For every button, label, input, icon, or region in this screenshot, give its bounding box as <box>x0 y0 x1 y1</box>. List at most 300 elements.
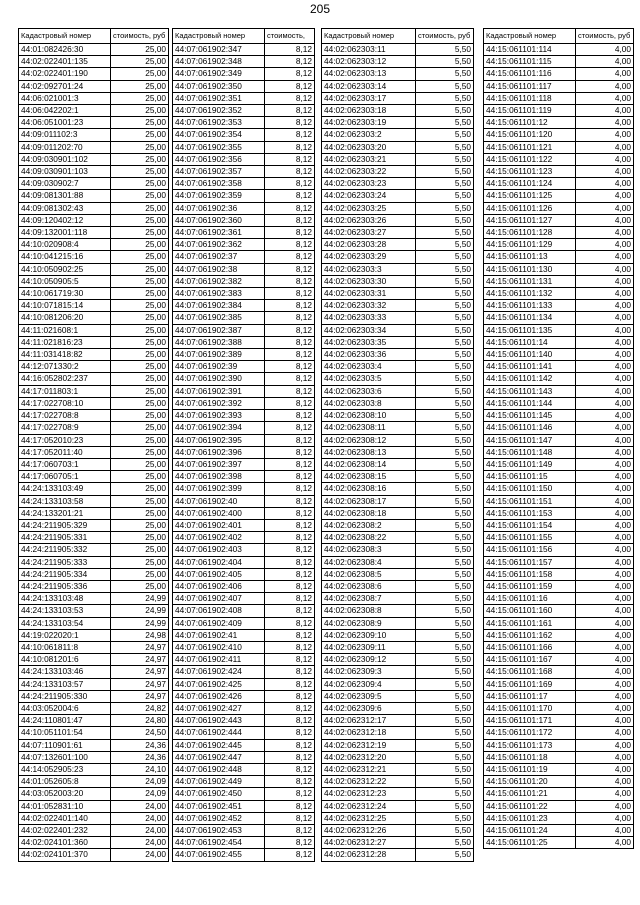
table-row <box>19 300 169 312</box>
cadastral-number-cell: 44:15:061101:123 <box>484 166 576 178</box>
cost-cell: 8,12 <box>265 568 315 580</box>
cost-cell: 25,00 <box>111 544 169 556</box>
cost-cell: 8,12 <box>265 605 315 617</box>
table-row <box>322 251 474 263</box>
cost-cell: 5,50 <box>416 80 474 92</box>
table-row <box>322 825 474 837</box>
table-row <box>19 361 169 373</box>
table-row <box>19 422 169 434</box>
cadastral-number-cell: 44:02:062308:7 <box>322 593 416 605</box>
table-row <box>19 105 169 117</box>
table-row <box>173 117 315 129</box>
table-row <box>322 812 474 824</box>
cost-cell: 25,00 <box>111 251 169 263</box>
cost-cell: 24,99 <box>111 605 169 617</box>
table-row <box>173 44 315 56</box>
cadastral-number-cell: 44:24:133103:49 <box>19 483 111 495</box>
cost-cell: 25,00 <box>111 68 169 80</box>
cost-cell: 8,12 <box>265 227 315 239</box>
table-row <box>322 568 474 580</box>
table-row <box>484 190 634 202</box>
cost-cell: 4,00 <box>576 202 634 214</box>
cadastral-number-cell: 44:15:061101:167 <box>484 654 576 666</box>
cadastral-number-cell: 44:07:061902:362 <box>173 239 265 251</box>
table-row <box>484 495 634 507</box>
cadastral-number-cell: 44:07:061902:406 <box>173 580 265 592</box>
table-row <box>484 532 634 544</box>
cost-cell: 8,12 <box>265 471 315 483</box>
cost-cell: 8,12 <box>265 141 315 153</box>
table-row <box>322 178 474 190</box>
cadastral-number-cell: 44:07:061902:399 <box>173 483 265 495</box>
cost-cell: 5,50 <box>416 495 474 507</box>
table-row <box>173 446 315 458</box>
cost-cell: 24,00 <box>111 837 169 849</box>
cadastral-number-cell: 44:02:062303:23 <box>322 178 416 190</box>
table-row <box>484 397 634 409</box>
table-row <box>19 495 169 507</box>
table-row <box>322 837 474 849</box>
column-header-cost: стоимость, руб <box>416 29 474 44</box>
cadastral-number-cell: 44:02:062308:14 <box>322 458 416 470</box>
cadastral-number-cell: 44:07:061902:448 <box>173 763 265 775</box>
column-header-cadastral-number: Кадастровый номер <box>484 29 576 44</box>
cadastral-number-cell: 44:07:061902:453 <box>173 825 265 837</box>
table-row <box>484 825 634 837</box>
table-row <box>19 666 169 678</box>
table-row <box>19 617 169 629</box>
table-row <box>19 275 169 287</box>
cost-cell: 25,00 <box>111 532 169 544</box>
table-row <box>19 544 169 556</box>
cost-cell: 4,00 <box>576 166 634 178</box>
table-row <box>19 312 169 324</box>
cadastral-number-cell: 44:17:022708:8 <box>19 410 111 422</box>
cadastral-number-cell: 44:15:061101:13 <box>484 251 576 263</box>
table-row <box>322 458 474 470</box>
table-row <box>322 641 474 653</box>
cadastral-number-cell: 44:15:061101:145 <box>484 410 576 422</box>
cadastral-number-cell: 44:07:061902:361 <box>173 227 265 239</box>
table-row <box>322 68 474 80</box>
table-row <box>19 410 169 422</box>
table-row <box>173 825 315 837</box>
cost-cell: 4,00 <box>576 300 634 312</box>
cadastral-number-cell: 44:02:062303:17 <box>322 92 416 104</box>
cost-cell: 5,50 <box>416 507 474 519</box>
cadastral-number-cell: 44:06:051001:23 <box>19 117 111 129</box>
cadastral-number-cell: 44:07:061902:401 <box>173 519 265 531</box>
cadastral-number-cell: 44:07:061902:38 <box>173 263 265 275</box>
cost-cell: 8,12 <box>265 532 315 544</box>
cost-cell: 8,12 <box>265 117 315 129</box>
table-row <box>173 837 315 849</box>
cost-cell: 8,12 <box>265 825 315 837</box>
cadastral-table-2 <box>172 28 315 862</box>
cost-cell: 4,00 <box>576 800 634 812</box>
cadastral-number-cell: 44:02:062309:6 <box>322 702 416 714</box>
page-number: 205 <box>309 2 331 16</box>
table-row <box>173 519 315 531</box>
table-row <box>173 434 315 446</box>
table-row <box>19 251 169 263</box>
cost-cell: 4,00 <box>576 812 634 824</box>
cost-cell: 5,50 <box>416 605 474 617</box>
cadastral-number-cell: 44:15:061101:21 <box>484 788 576 800</box>
cost-cell: 5,50 <box>416 617 474 629</box>
cost-cell: 5,50 <box>416 190 474 202</box>
cadastral-number-cell: 44:07:061902:449 <box>173 776 265 788</box>
cadastral-number-cell: 44:02:092701:24 <box>19 80 111 92</box>
cost-cell: 5,50 <box>416 275 474 287</box>
cost-cell: 5,50 <box>416 92 474 104</box>
cost-cell: 5,50 <box>416 153 474 165</box>
cadastral-number-cell: 44:15:061101:24 <box>484 825 576 837</box>
cost-cell: 8,12 <box>265 239 315 251</box>
table-row <box>173 300 315 312</box>
cost-cell: 25,00 <box>111 166 169 178</box>
cadastral-number-cell: 44:10:061811:8 <box>19 641 111 653</box>
cadastral-number-cell: 44:02:062312:24 <box>322 800 416 812</box>
cost-cell: 8,12 <box>265 654 315 666</box>
table-row <box>19 153 169 165</box>
table-row <box>484 80 634 92</box>
cost-cell: 4,00 <box>576 458 634 470</box>
table-row <box>484 44 634 56</box>
table-row <box>322 324 474 336</box>
column-header-cadastral-number: Кадастровый номер <box>19 29 111 44</box>
cadastral-number-cell: 44:06:042202:1 <box>19 105 111 117</box>
cost-cell: 8,12 <box>265 666 315 678</box>
cadastral-number-cell: 44:02:062303:36 <box>322 349 416 361</box>
table-row <box>173 178 315 190</box>
table-row <box>19 288 169 300</box>
cadastral-number-cell: 44:02:062308:17 <box>322 495 416 507</box>
cadastral-number-cell: 44:07:061902:404 <box>173 556 265 568</box>
table-row <box>484 593 634 605</box>
cadastral-number-cell: 44:07:061902:357 <box>173 166 265 178</box>
cost-cell: 5,50 <box>416 519 474 531</box>
cadastral-number-cell: 44:02:062309:4 <box>322 678 416 690</box>
table-row <box>19 727 169 739</box>
cost-cell: 8,12 <box>265 617 315 629</box>
table-header-row <box>19 29 169 44</box>
cost-cell: 4,00 <box>576 641 634 653</box>
table-row <box>19 80 169 92</box>
cost-cell: 8,12 <box>265 495 315 507</box>
cadastral-number-cell: 44:15:061101:172 <box>484 727 576 739</box>
cost-cell: 4,00 <box>576 190 634 202</box>
cost-cell: 5,50 <box>416 178 474 190</box>
table-row <box>484 275 634 287</box>
cost-cell: 4,00 <box>576 434 634 446</box>
cadastral-number-cell: 44:07:061902:402 <box>173 532 265 544</box>
cadastral-number-cell: 44:01:052605:8 <box>19 776 111 788</box>
table-row <box>173 214 315 226</box>
table-row <box>19 397 169 409</box>
cadastral-number-cell: 44:15:061101:147 <box>484 434 576 446</box>
cadastral-number-cell: 44:15:061101:161 <box>484 617 576 629</box>
cadastral-number-cell: 44:09:030901:103 <box>19 166 111 178</box>
table-row <box>322 495 474 507</box>
cadastral-number-cell: 44:02:062303:28 <box>322 239 416 251</box>
table-row <box>484 654 634 666</box>
table-row <box>173 202 315 214</box>
cost-cell: 5,50 <box>416 361 474 373</box>
table-row <box>322 373 474 385</box>
cost-cell: 5,50 <box>416 837 474 849</box>
cadastral-number-cell: 44:02:062303:6 <box>322 385 416 397</box>
table-row <box>484 312 634 324</box>
cost-cell: 25,00 <box>111 153 169 165</box>
cost-cell: 5,50 <box>416 129 474 141</box>
table-row <box>173 190 315 202</box>
cost-cell: 8,12 <box>265 629 315 641</box>
cadastral-number-cell: 44:15:061101:170 <box>484 702 576 714</box>
table-row <box>173 556 315 568</box>
cost-cell: 25,00 <box>111 471 169 483</box>
table-row <box>19 178 169 190</box>
cadastral-number-cell: 44:07:061902:36 <box>173 202 265 214</box>
cadastral-number-cell: 44:07:061902:388 <box>173 336 265 348</box>
cost-cell: 8,12 <box>265 178 315 190</box>
table-row <box>19 763 169 775</box>
table-row <box>322 702 474 714</box>
cadastral-number-cell: 44:07:061902:426 <box>173 690 265 702</box>
cadastral-number-cell: 44:01:052831:10 <box>19 800 111 812</box>
cadastral-number-cell: 44:15:061101:18 <box>484 751 576 763</box>
cost-cell: 5,50 <box>416 105 474 117</box>
cadastral-number-cell: 44:07:061902:408 <box>173 605 265 617</box>
table-row <box>484 471 634 483</box>
cost-cell: 4,00 <box>576 227 634 239</box>
cost-cell: 25,00 <box>111 568 169 580</box>
cost-cell: 4,00 <box>576 80 634 92</box>
table-row <box>484 812 634 824</box>
cost-cell: 8,12 <box>265 361 315 373</box>
cost-cell: 24,97 <box>111 641 169 653</box>
cadastral-number-cell: 44:15:061101:23 <box>484 812 576 824</box>
cadastral-number-cell: 44:15:061101:143 <box>484 385 576 397</box>
cost-cell: 25,00 <box>111 580 169 592</box>
table-row <box>322 788 474 800</box>
table-row <box>484 678 634 690</box>
cost-cell: 5,50 <box>416 44 474 56</box>
table-row <box>173 312 315 324</box>
cost-cell: 4,00 <box>576 495 634 507</box>
cadastral-number-cell: 44:09:081301:88 <box>19 190 111 202</box>
table-row <box>173 105 315 117</box>
cost-cell: 5,50 <box>416 56 474 68</box>
cost-cell: 4,00 <box>576 776 634 788</box>
cadastral-number-cell: 44:07:061902:451 <box>173 800 265 812</box>
table-row <box>322 300 474 312</box>
cost-cell: 8,12 <box>265 837 315 849</box>
cadastral-number-cell: 44:15:061101:121 <box>484 141 576 153</box>
cadastral-number-cell: 44:07:061902:384 <box>173 300 265 312</box>
table-row <box>322 361 474 373</box>
cost-cell: 24,97 <box>111 654 169 666</box>
table-row <box>19 166 169 178</box>
table-row <box>19 849 169 861</box>
column-header-cadastral-number: Кадастровый номер <box>322 29 416 44</box>
cost-cell: 8,12 <box>265 422 315 434</box>
table-row <box>484 68 634 80</box>
cost-cell: 5,50 <box>416 410 474 422</box>
cost-cell: 5,50 <box>416 825 474 837</box>
cost-cell: 5,50 <box>416 751 474 763</box>
cadastral-number-cell: 44:15:061101:153 <box>484 507 576 519</box>
cost-cell: 8,12 <box>265 519 315 531</box>
cost-cell: 4,00 <box>576 763 634 775</box>
cadastral-number-cell: 44:07:061902:405 <box>173 568 265 580</box>
cadastral-number-cell: 44:24:211905:331 <box>19 532 111 544</box>
table-row <box>322 471 474 483</box>
table-row <box>173 458 315 470</box>
table-row <box>19 92 169 104</box>
table-row <box>322 336 474 348</box>
cost-cell: 4,00 <box>576 92 634 104</box>
table-row <box>19 629 169 641</box>
table-row <box>484 507 634 519</box>
cadastral-number-cell: 44:15:061101:168 <box>484 666 576 678</box>
cost-cell: 24,09 <box>111 788 169 800</box>
table-row <box>173 129 315 141</box>
cadastral-table-4 <box>483 28 634 849</box>
cost-cell: 8,12 <box>265 800 315 812</box>
cost-cell: 8,12 <box>265 641 315 653</box>
cadastral-number-cell: 44:07:110901:61 <box>19 739 111 751</box>
cadastral-number-cell: 44:15:061101:148 <box>484 446 576 458</box>
cost-cell: 4,00 <box>576 336 634 348</box>
cadastral-number-cell: 44:15:061101:171 <box>484 715 576 727</box>
cadastral-number-cell: 44:17:011803:1 <box>19 385 111 397</box>
cadastral-number-cell: 44:15:061101:155 <box>484 532 576 544</box>
cost-cell: 8,12 <box>265 190 315 202</box>
cost-cell: 5,50 <box>416 471 474 483</box>
table-row <box>322 629 474 641</box>
table-row <box>173 263 315 275</box>
cost-cell: 8,12 <box>265 80 315 92</box>
cadastral-number-cell: 44:02:062309:3 <box>322 666 416 678</box>
cost-cell: 5,50 <box>416 690 474 702</box>
table-row <box>19 776 169 788</box>
cadastral-number-cell: 44:07:061902:352 <box>173 105 265 117</box>
table-row <box>322 751 474 763</box>
cadastral-number-cell: 44:15:061101:22 <box>484 800 576 812</box>
table-row <box>484 715 634 727</box>
cadastral-number-cell: 44:15:061101:169 <box>484 678 576 690</box>
cadastral-number-cell: 44:11:021816:23 <box>19 336 111 348</box>
cadastral-number-cell: 44:19:022020:1 <box>19 629 111 641</box>
cadastral-number-cell: 44:14:052905:23 <box>19 763 111 775</box>
table-row <box>484 605 634 617</box>
cost-cell: 8,12 <box>265 446 315 458</box>
cadastral-number-cell: 44:24:133103:53 <box>19 605 111 617</box>
table-row <box>484 544 634 556</box>
cadastral-number-cell: 44:02:062312:26 <box>322 825 416 837</box>
cadastral-number-cell: 44:15:061101:16 <box>484 593 576 605</box>
cost-cell: 8,12 <box>265 593 315 605</box>
table-row <box>322 532 474 544</box>
table-row <box>322 434 474 446</box>
cost-cell: 8,12 <box>265 702 315 714</box>
table-row <box>322 422 474 434</box>
table-row <box>322 227 474 239</box>
table-row <box>322 153 474 165</box>
cadastral-number-cell: 44:24:211905:334 <box>19 568 111 580</box>
cadastral-number-cell: 44:02:062308:2 <box>322 519 416 531</box>
cadastral-number-cell: 44:02:062303:20 <box>322 141 416 153</box>
cadastral-number-cell: 44:15:061101:12 <box>484 117 576 129</box>
cost-cell: 4,00 <box>576 580 634 592</box>
cost-cell: 24,99 <box>111 617 169 629</box>
cadastral-number-cell: 44:02:062312:28 <box>322 849 416 861</box>
cadastral-number-cell: 44:24:211905:333 <box>19 556 111 568</box>
cost-cell: 25,00 <box>111 300 169 312</box>
table-row <box>484 153 634 165</box>
table-row <box>484 288 634 300</box>
cost-cell: 5,50 <box>416 336 474 348</box>
table-row <box>19 239 169 251</box>
cadastral-number-cell: 44:02:062303:35 <box>322 336 416 348</box>
cost-cell: 25,00 <box>111 324 169 336</box>
table-row <box>173 800 315 812</box>
cadastral-number-cell: 44:02:062303:33 <box>322 312 416 324</box>
cadastral-number-cell: 44:10:041215:16 <box>19 251 111 263</box>
cost-cell: 24,10 <box>111 763 169 775</box>
table-row <box>322 580 474 592</box>
cadastral-number-cell: 44:24:133103:54 <box>19 617 111 629</box>
table-row <box>484 56 634 68</box>
table-row <box>484 751 634 763</box>
table-row <box>173 666 315 678</box>
cost-cell: 8,12 <box>265 751 315 763</box>
cost-cell: 25,00 <box>111 178 169 190</box>
table-row <box>19 593 169 605</box>
cadastral-number-cell: 44:02:062308:9 <box>322 617 416 629</box>
table-row <box>173 68 315 80</box>
cadastral-number-cell: 44:17:052011:40 <box>19 446 111 458</box>
cadastral-number-cell: 44:02:062303:19 <box>322 117 416 129</box>
table-row <box>173 483 315 495</box>
cadastral-number-cell: 44:24:211905:336 <box>19 580 111 592</box>
table-row <box>484 105 634 117</box>
cadastral-number-cell: 44:15:061101:140 <box>484 349 576 361</box>
cost-cell: 4,00 <box>576 105 634 117</box>
cadastral-number-cell: 44:07:061902:397 <box>173 458 265 470</box>
cost-cell: 25,00 <box>111 92 169 104</box>
cadastral-number-cell: 44:02:062303:26 <box>322 214 416 226</box>
cadastral-number-cell: 44:10:051101:54 <box>19 727 111 739</box>
cost-cell: 5,50 <box>416 141 474 153</box>
table-row <box>173 56 315 68</box>
cadastral-number-cell: 44:15:061101:134 <box>484 312 576 324</box>
table-row <box>322 263 474 275</box>
table-row <box>173 239 315 251</box>
cost-cell: 4,00 <box>576 788 634 800</box>
table-row <box>484 178 634 190</box>
table-row <box>173 629 315 641</box>
cadastral-number-cell: 44:02:062312:23 <box>322 788 416 800</box>
cadastral-number-cell: 44:02:062303:11 <box>322 44 416 56</box>
cadastral-number-cell: 44:07:061902:348 <box>173 56 265 68</box>
cadastral-number-cell: 44:15:061101:135 <box>484 324 576 336</box>
table-row <box>322 605 474 617</box>
cost-cell: 8,12 <box>265 202 315 214</box>
table-header-row <box>484 29 634 44</box>
cadastral-number-cell: 44:11:021608:1 <box>19 324 111 336</box>
